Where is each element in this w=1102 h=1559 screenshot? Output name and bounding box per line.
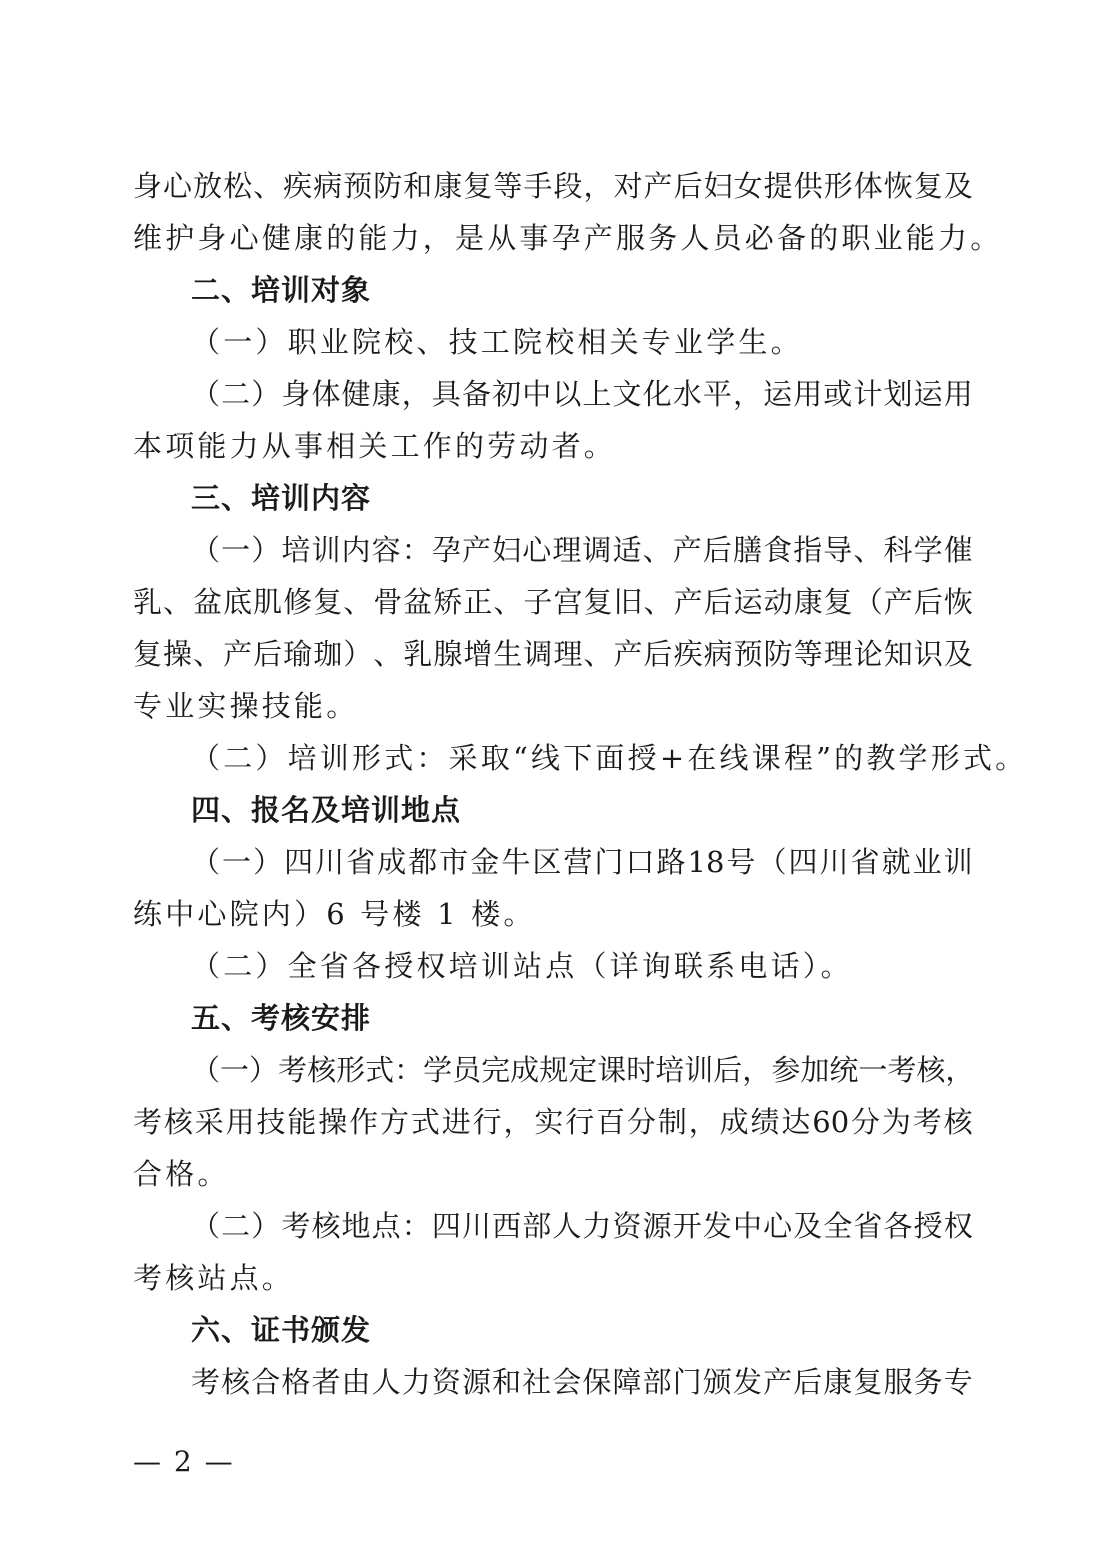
section-heading: 五、考核安排 [191,1001,372,1035]
text-line: （一）职业院校、技工院校相关专业学生。 [191,325,803,359]
section-heading: 四、报名及培训地点 [191,793,462,827]
text-line: （ 一 ） 培 训 内 容 ： 孕 产 妇 心 理 调 适 、 产 后 膳 食 指 导 、 科 学 催 [191,533,973,567]
text-line: （ 一 ） 四 川 省 成 都 市 金 牛 区 营 门 口 路 18 号 （ 四 川 省 就 业 训 [191,845,973,879]
page-number: — 2 — [133,1445,235,1478]
text-line: （二）全省各授权培训站点（详询联系电话）。 [191,949,853,983]
document-body [133,160,1028,1408]
text-line: 维护身心健康的能力，是从事孕产服务人员必备的职业能力。 [133,221,1003,255]
text-line: 复 操 、 产 后 瑜 珈 ） 、 乳 腺 增 生 调 理 、 产 后 疾 病 预 防 等 理 论 知 识 及 [133,637,973,671]
text-line: 考 核 合 格 者 由 人 力 资 源 和 社 会 保 障 部 门 颁 发 产 后 康 复 服 务 专 [191,1365,973,1399]
text-line: 考核站点。 [133,1261,295,1295]
text-line: （ 二 ） 身 体 健 康 ， 具 备 初 中 以 上 文 化 水 平 ， 运 用 或 计 划 运 用 [191,377,973,411]
text-line: 乳 、 盆 底 肌 修 复 、 骨 盆 矫 正 、 子 宫 复 旧 、 产 后 运 动 康 复 （ 产 后 恢 [133,585,973,619]
text-line: 练中心院内）6 号楼 1 楼。 [133,897,536,931]
text-line: 本项能力从事相关工作的劳动者。 [133,429,617,463]
text-line: 考 核 采 用 技 能 操 作 方 式 进 行 ， 实 行 百 分 制 ， 成 绩 达 60 分 为 考 核 [133,1105,973,1139]
text-line: （ 二 ） 考 核 地 点 ： 四 川 西 部 人 力 资 源 开 发 中 心 及 全 省 各 授 权 [191,1209,973,1243]
text-line: 合格。 [133,1157,230,1191]
section-heading: 三、培训内容 [191,481,372,515]
text-line: 专业实操技能。 [133,689,359,723]
text-line: （ 一 ） 考 核 形 式 ： 学 员 完 成 规 定 课 时 培 训 后 ， 参 加 统 一 考 核 ， [191,1053,975,1087]
section-heading: 六、证书颁发 [191,1313,372,1347]
text-line: （二）培训形式：采取“线下面授+在线课程”的教学形式。 [191,741,1028,775]
text-line: 身 心 放 松 、 疾 病 预 防 和 康 复 等 手 段 ， 对 产 后 妇 女 提 供 形 体 恢 复 及 [133,169,973,203]
section-heading: 二、培训对象 [191,273,372,307]
